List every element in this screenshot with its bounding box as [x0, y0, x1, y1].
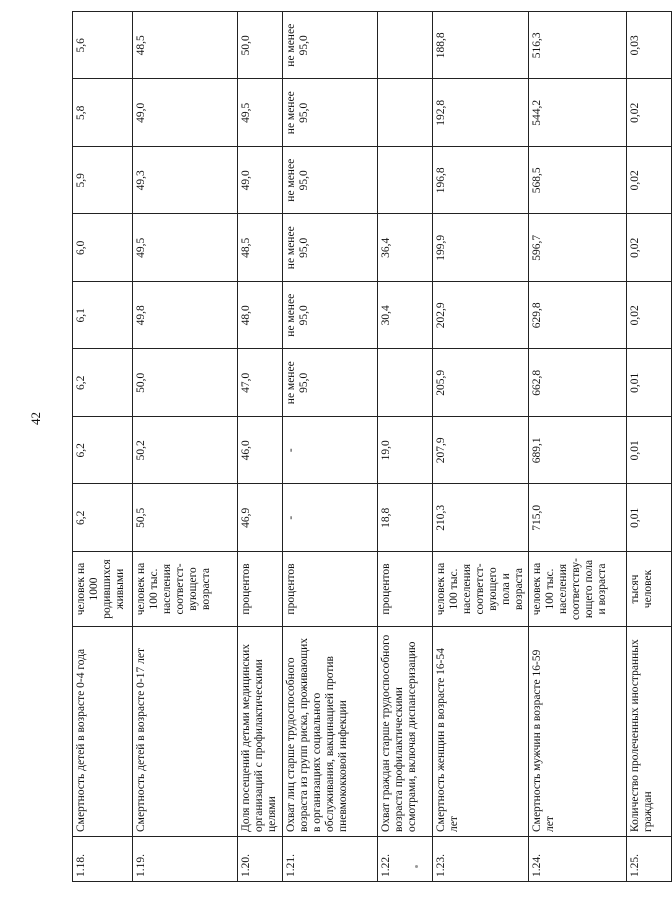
row-number: 1.24. [529, 837, 627, 882]
year-value: 544,2 [529, 79, 627, 147]
indicator-name: Смертность женщин в возрасте 16-54 лет [433, 627, 529, 837]
year-value: 0,02 [627, 79, 672, 147]
year-value: 5,8 [73, 79, 133, 147]
indicator-name: Доля посещений детьми медицинских организаций с профилактическими целями [238, 627, 283, 837]
row-number: 1.22. [378, 837, 433, 882]
year-value: 6,1 [73, 282, 133, 350]
year-value: 629,8 [529, 282, 627, 350]
row-number: 1.20. [238, 837, 283, 882]
table-row [238, 12, 283, 882]
table-row [133, 12, 238, 882]
rotated-table-wrapper [72, 12, 654, 882]
year-value: 48,5 [238, 214, 283, 282]
year-value: 568,5 [529, 147, 627, 215]
year-value: 30,4 [378, 282, 433, 350]
indicators-table [72, 11, 672, 882]
row-number: 1.25. [627, 837, 672, 882]
year-value: 5,9 [73, 147, 133, 215]
indicator-name: Охват граждан старше трудоспособного возраста профилактическими осмотрами, включая диспансеризацию [378, 627, 433, 837]
table-row [73, 12, 133, 882]
unit-of-measure: процентов [238, 552, 283, 627]
year-value: 19,0 [378, 417, 433, 485]
year-value: 49,5 [133, 214, 238, 282]
year-value: 49,5 [238, 79, 283, 147]
year-value: 0,02 [627, 282, 672, 350]
year-value: 207,9 [433, 417, 529, 485]
year-value: 689,1 [529, 417, 627, 485]
year-value [378, 147, 433, 215]
year-value: 48,5 [133, 12, 238, 80]
indicator-name: Смертность детей в возрасте 0-4 года [73, 627, 133, 837]
table-row [529, 12, 627, 882]
year-value: 0,01 [627, 349, 672, 417]
year-value: 49,0 [238, 147, 283, 215]
row-number: 1.19. [133, 837, 238, 882]
year-value: 0,03 [627, 12, 672, 80]
year-value: 192,8 [433, 79, 529, 147]
unit-of-measure: тысяч человек [627, 552, 672, 627]
year-value: 516,3 [529, 12, 627, 80]
unit-of-measure: человек на 100 тыс. населения соответст-вующего пола и возраста [433, 552, 529, 627]
year-value: 36,4 [378, 214, 433, 282]
year-value: не менее 95,0 [283, 214, 378, 282]
year-value: 49,3 [133, 147, 238, 215]
year-value: 50,2 [133, 417, 238, 485]
year-value [378, 79, 433, 147]
year-value: 49,8 [133, 282, 238, 350]
page-number: 42 [28, 412, 43, 425]
table-row [433, 12, 529, 882]
year-value: не менее 95,0 [283, 282, 378, 350]
unit-of-measure: процентов [283, 552, 378, 627]
indicator-name: Охват лиц старше трудоспособного возраста из групп риска, проживающих в организациях социального обслуживания, вакцинацией против пневмококковой инфекции [283, 627, 378, 837]
year-value: 49,0 [133, 79, 238, 147]
year-value: 6,0 [73, 214, 133, 282]
year-value: 199,9 [433, 214, 529, 282]
year-value: 188,8 [433, 12, 529, 80]
year-value: не менее 95,0 [283, 349, 378, 417]
year-value: 48,0 [238, 282, 283, 350]
indicator-name: Количество пролеченных иностранных граждан [627, 627, 672, 837]
year-value: 50,0 [238, 12, 283, 80]
year-value: 196,8 [433, 147, 529, 215]
year-value: 205,9 [433, 349, 529, 417]
table-row [627, 12, 672, 882]
year-value: 18,8 [378, 484, 433, 552]
year-value: 47,0 [238, 349, 283, 417]
year-value: 50,5 [133, 484, 238, 552]
year-value: 6,2 [73, 349, 133, 417]
year-value: 50,0 [133, 349, 238, 417]
year-value: 0,02 [627, 147, 672, 215]
row-number: 1.23. [433, 837, 529, 882]
table-row [283, 12, 378, 882]
year-value: не менее 95,0 [283, 79, 378, 147]
year-value: - [283, 417, 378, 485]
year-value: не менее 95,0 [283, 12, 378, 80]
year-value: - [283, 484, 378, 552]
year-value: 715,0 [529, 484, 627, 552]
year-value [378, 12, 433, 80]
year-value: 46,9 [238, 484, 283, 552]
unit-of-measure: человек на 100 тыс. населения соответст-вующего возраста [133, 552, 238, 627]
year-value [378, 349, 433, 417]
year-value: 6,2 [73, 417, 133, 485]
unit-of-measure: человек на 1000 родившихся живыми [73, 552, 133, 627]
year-value: 46,0 [238, 417, 283, 485]
year-value: 0,01 [627, 417, 672, 485]
year-value: не менее 95,0 [283, 147, 378, 215]
year-value: 5,6 [73, 12, 133, 80]
year-value: 596,7 [529, 214, 627, 282]
year-value: 210,3 [433, 484, 529, 552]
year-value: 0,01 [627, 484, 672, 552]
year-value: 0,02 [627, 214, 672, 282]
scan-speck [415, 865, 418, 868]
table-row [378, 12, 433, 882]
indicator-name: Смертность детей в возрасте 0-17 лет [133, 627, 238, 837]
unit-of-measure: процентов [378, 552, 433, 627]
row-number: 1.18. [73, 837, 133, 882]
year-value: 202,9 [433, 282, 529, 350]
indicator-name: Смертность мужчин в возрасте 16-59 лет [529, 627, 627, 837]
year-value: 662,8 [529, 349, 627, 417]
year-value: 6,2 [73, 484, 133, 552]
unit-of-measure: человек на 100 тыс. населения соответству-ющего пола и возраста [529, 552, 627, 627]
row-number: 1.21. [283, 837, 378, 882]
